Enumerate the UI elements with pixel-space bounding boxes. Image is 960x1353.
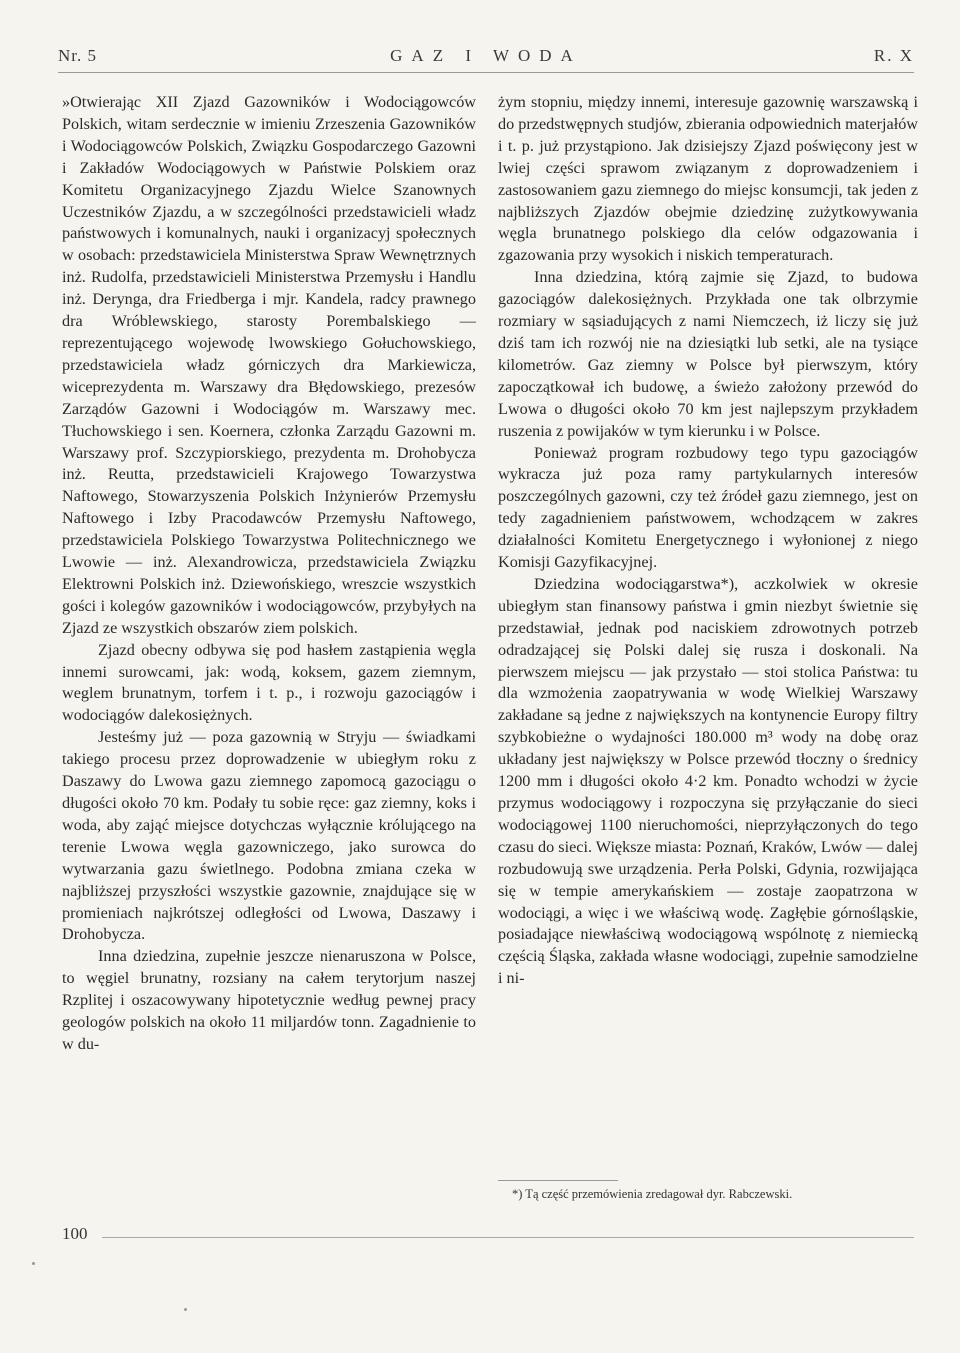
header-rule [58,72,914,73]
footnote: *) Tą część przemówienia zredagował dyr. Rabczewski. [512,1187,793,1201]
paper-speck [184,1308,187,1311]
left-column [62,92,476,1056]
paragraph: żym stopniu, między innemi, interesuje gazownię warszawską i do przedstwępnych studjów, zbierania odpowiednich materjałów i t. p. już przystąpiono. Jak dzisiejszy Zjazd poświęcony jest w lwiej części sprawom związanym z doprowadzeniem i zastosowaniem gazu ziemnego do miejsc konsumcji, tak jeden z najbliższych Zjazdów obejmie dziedzinę zużytkowywania węgla brunatnego polskiego dla celów odgazowania i zgazowania przy wysokich i niskich temperaturach. [498,93,918,265]
issue-number: Nr. 5 [58,46,97,65]
paragraph: Zjazd obecny odbywa się pod hasłem zastąpienia węgla innemi surowcami, jak: wodą, koksem, gazem ziemnym, weglem brunatnym, torfem i t. p., i rozwoju gazociągów i wodociągów dalekosiężnych. [62,640,476,725]
footnote-rule [498,1180,618,1181]
volume-number: R. X [873,46,914,65]
running-header [58,46,914,72]
footer-rule [102,1237,914,1238]
paper-speck [32,1262,35,1265]
paragraph: Dziedzina wodociągarstwa*), aczkolwiek w okresie ubiegłym stan finansowy państwa i gmin niezbyt świetnie się przedstawiał, jednak pod naciskiem zdrowotnych potrzeb odradzającej się Polski dalej się rusza i doskonali. Na pierwszem miejscu — jak przystało — stoi stolica Państwa: tu dla wzmożenia zaopatrywania w wodę Wielkiej Warszawy zakładane są jedne z największych na kontynencie Europy filtry szybkobieżne o wydajności 180.000 m³ wody na dobę oraz układany jest największy w Polsce przewód tłoczny o średnicy 1200 mm i długości około 4·2 km. Ponadto wchodzi w życie przymus wodociągowy i rozpoczyna się przyłączanie do sieci wodociągowej 1100 nieruchomości, nieprzyłączonych do tego czasu do sieci. Większe miasta: Poznań, Kraków, Lwów — dalej rozbudowują swe urządzenia. Perła Polski, Gdynia, rozwijająca się w tempie amerykańskiem — zostaje zaopatrzona w wodociągi, a więc i we właściwą wodę. Zagłębie górnośląskie, posiadające niewłaściwą wodociągową wspólnotę z niemiecką częścią Śląska, zakłada własne wodociągi, zupełnie samodzielne i ni- [498,574,918,988]
paragraph: Ponieważ program rozbudowy tego typu gazociągów wykracza już poza ramy partykularnych interesów poszczególnych gazowni, czy też źródeł gazu ziemnego, jest on tedy zagadnieniem państwowem, wchodzącem w zakres działalności Komitetu Energetycznego i wyłonionej z niego Komisji Gazyfikacyjnej. [498,443,918,572]
page-number: 100 [62,1224,88,1243]
paragraph: »Otwierając XII Zjazd Gazowników i Wodociągowców Polskich, witam serdecznie w imieniu Zrzeszenia Gazowników i Wodociągowców Polskich, Związku Gospodarczego Gazowni i Zakładów Wodociągowych w Państwie Polskiem oraz Komitetu Organizacyjnego Zjazdu Wielce Szanownych Uczestników Zjazdu, a w szczególności przedstawicieli władz państwowych i komunalnych, nauki i organizacyj społecznych w osobach: przedstawiciela Ministerstwa Spraw Wewnętrznych inż. Rudolfa, przedstawicieli Ministerstwa Przemysłu i Handlu inż. Derynga, dra Friedberga i mjr. Kandela, radcy prawnego dra Wróblewskiego, starosty Porembalskiego — reprezentującego wojewodę lwowskiego Gołuchowskiego, przedstawiciela władz górniczych dra Markiewicza, wiceprezydenta m. Warszawy dra Błędowskiego, prezesów Zarządów Gazowni i Wodociągów m. Warszawy mec. Tłuchowskiego i sen. Koernera, członka Zarządu Gazowni m. Warszawy prof. Szczypiorskiego, prezydenta m. Drohobycza inż. Reutta, przedstawicieli Krajowego Towarzystwa Naftowego, Stowarzyszenia Polskich Inżynierów Przemysłu Naftowego i Izby Pracodawców Przemysłu Naftowego, przedstawiciela Polskiego Towarzystwa Politechnicznego we Lwowie — inż. Alexandrowicza, przedstawiciela Związku Elektrowni Polskich inż. Dziewońskiego, wreszcie wszystkich gości i kolegów gazowników i wodociągowców, przybyłych na Zjazd ze wszystkich obszarów ziem polskich. [62,93,476,637]
paragraph: Inna dziedzina, którą zajmie się Zjazd, to budowa gazociągów dalekosiężnych. Przykłada one tak olbrzymie rozmiary w sąsiadujących z nami Niemczech, iż liczy się już dziś tam ich rozwój nie na dziesiątki lub setki, ale na tysiące kilometrów. Gaz ziemny w Polsce był pierwszym, który zapoczątkował ich budowę, a świeżo założony przewód do Lwowa o długości około 70 km jest najlepszym przykładem ruszenia z powijaków w tym kierunku i w Polsce. [498,268,918,440]
journal-title: GAZ I WODA [390,46,582,65]
paragraph: Inna dziedzina, zupełnie jeszcze nienaruszona w Polsce, to węgiel brunatny, rozsiany na całem terytorjum naszej Rzplitej i oszacowywany hipotetycznie według pewnej pracy geologów polskich na około 11 miljardów tonn. Zagadnienie to w du- [62,947,476,1053]
paragraph: Jesteśmy już — poza gazownią w Stryju — świadkami takiego procesu przez doprowadzenie w ubiegłym roku z Daszawy do Lwowa gazu ziemnego zapomocą gazociągu o długości około 70 km. Podały tu sobie ręce: gaz ziemny, koks i woda, aby zająć miejsce dotychczas wyłącznie królującego na terenie Lwowa węgla gazowniczego, jako surowca do wytwarzania gazu świetlnego. Podobna zmiana czeka w najbliższej przyszłości wszystkie gazownie, znajdujące się w promieniach najkrótszej odległości od Lwowa, Daszawy i Drohobycza. [62,728,476,944]
page-footer [62,1224,914,1248]
right-column [498,92,918,990]
